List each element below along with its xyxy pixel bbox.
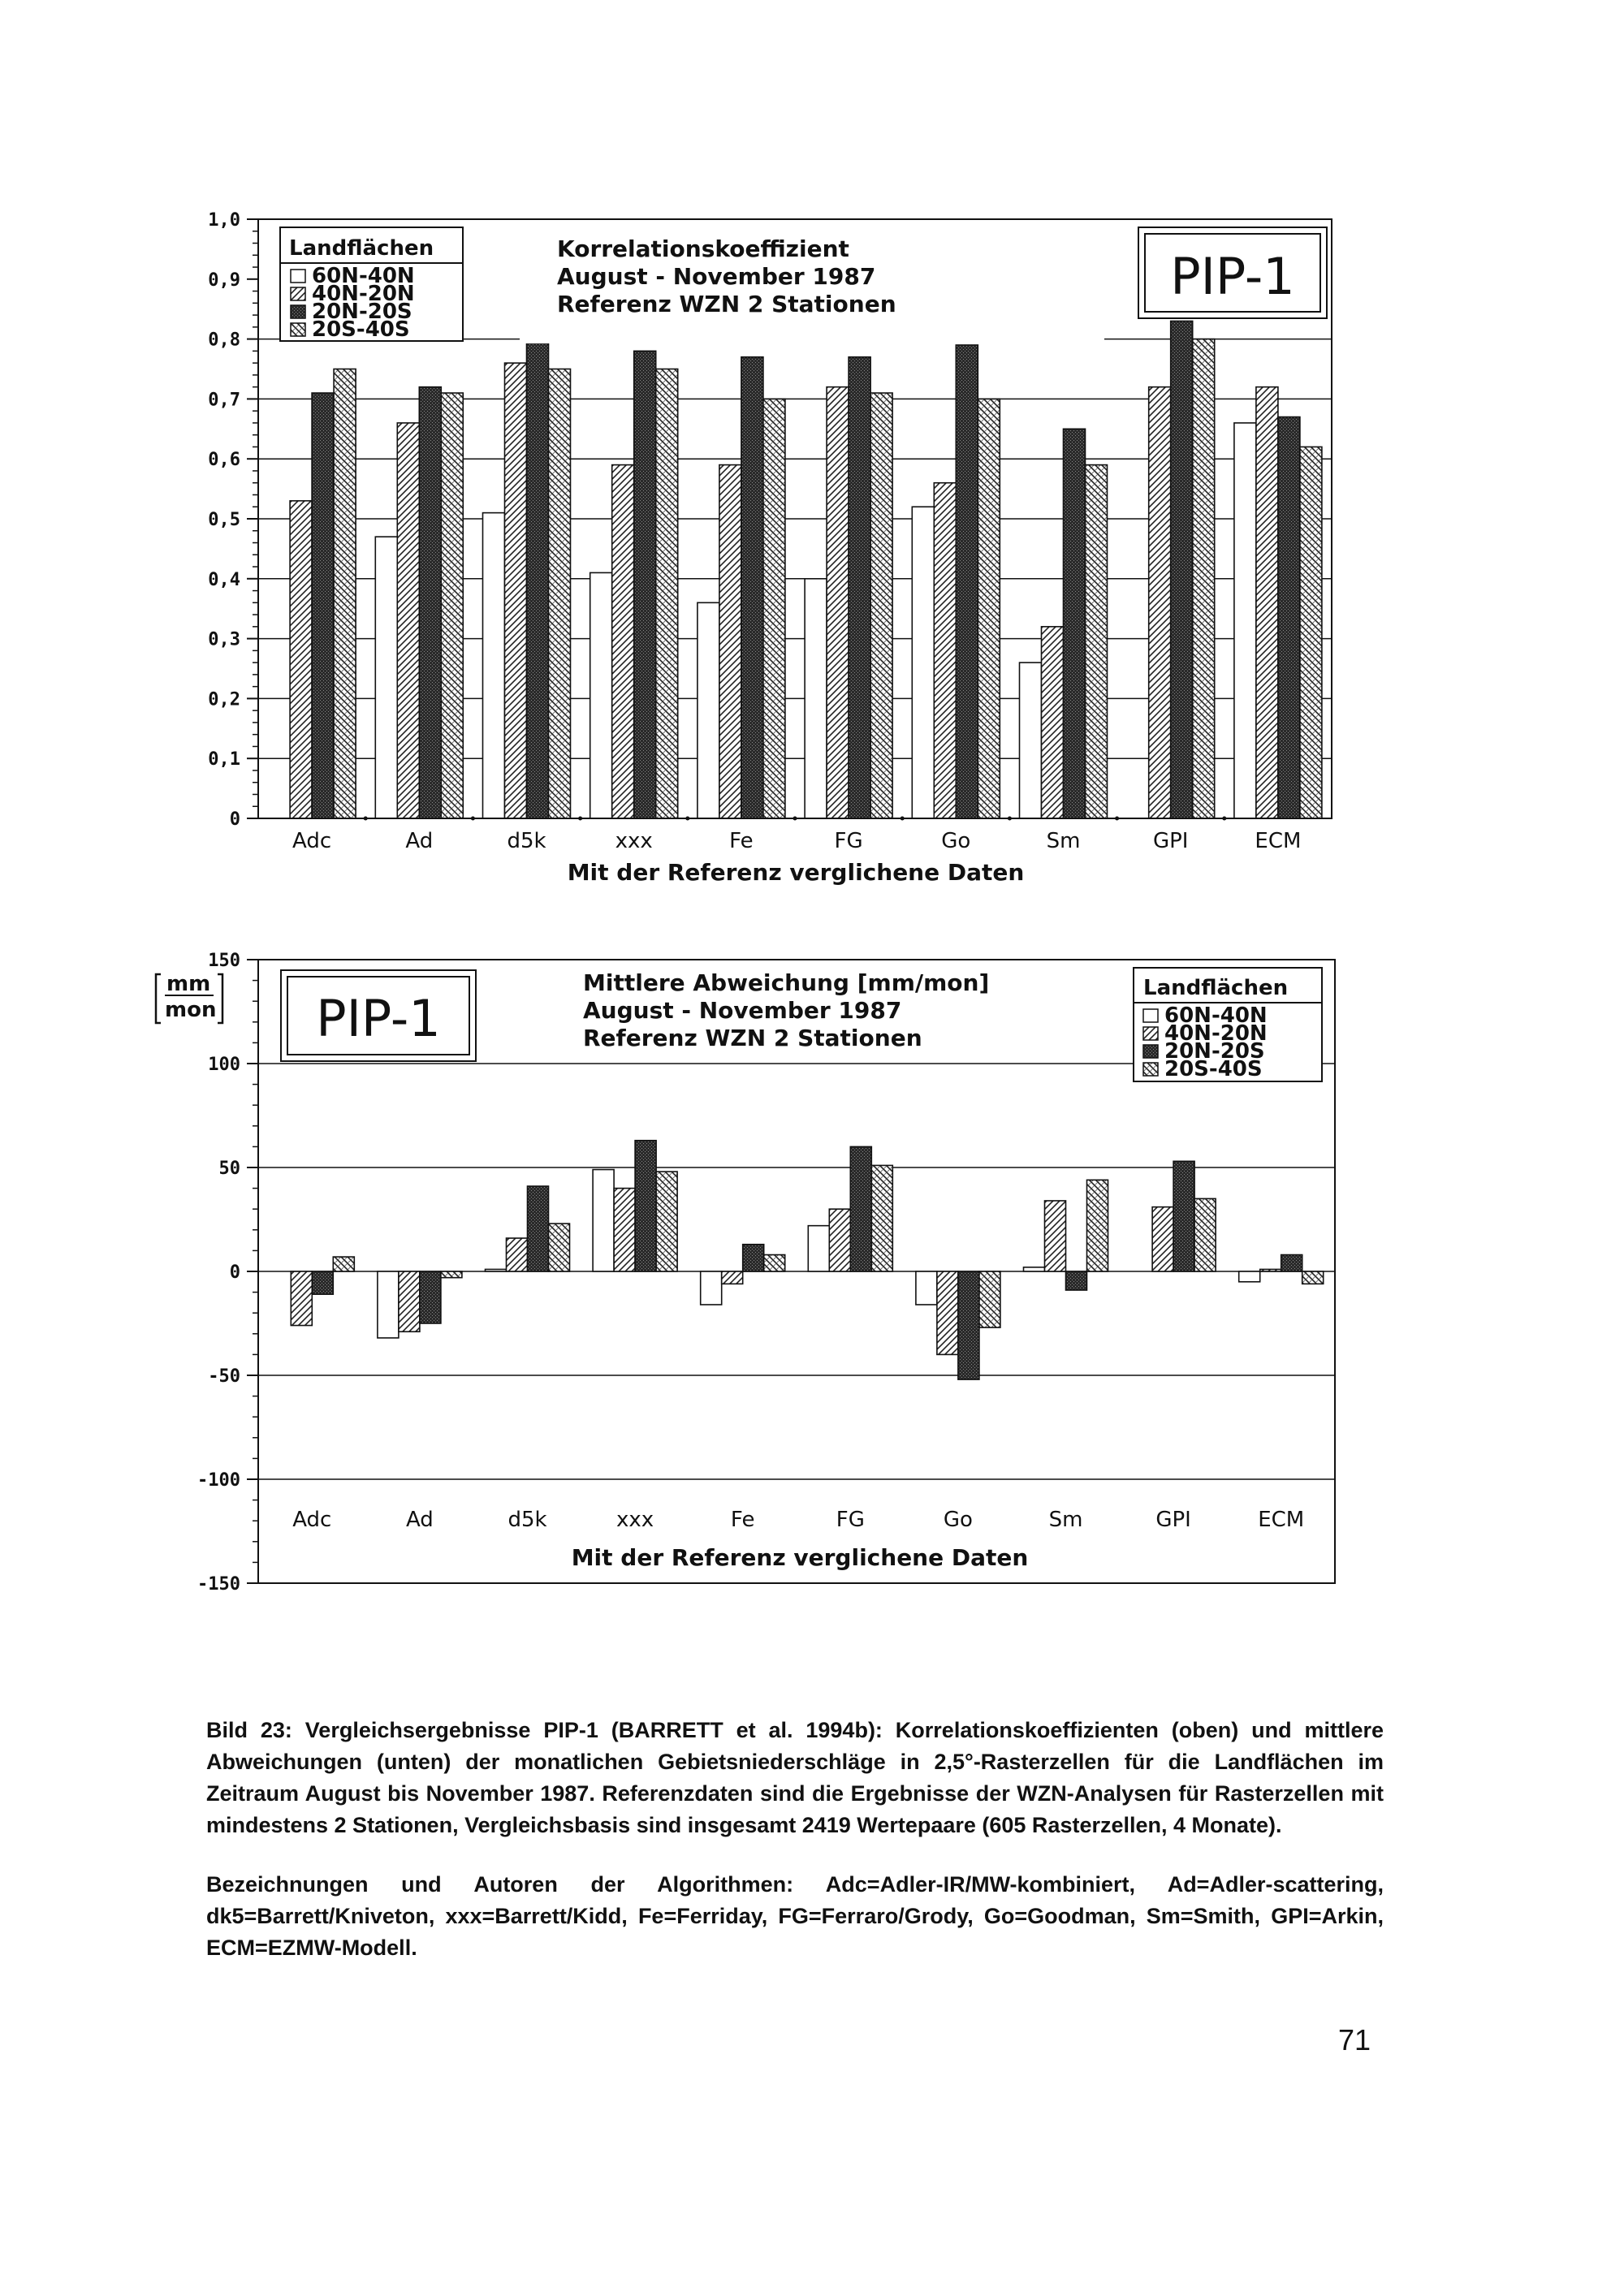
bar-Adc-40N-20N [291,1271,312,1326]
x-tick-label: Ad [405,1508,434,1532]
svg-text:mm: mm [166,972,211,996]
bar-Fe-60N-40N [701,1271,722,1305]
bar-Go-60N-40N [916,1271,937,1305]
x-tick-label: Sm [1048,1508,1083,1532]
x-tick-label: Go [941,829,971,853]
svg-text:20S-40S: 20S-40S [312,317,410,342]
svg-text:60N-40N: 60N-40N [312,264,415,288]
y-tick-label: 0,4 [208,569,240,590]
bar-Go-20N-20S [958,1271,979,1379]
y-tick-label: 0,2 [208,689,240,710]
bar-Ad-20N-20S [420,1271,441,1323]
bar-Ad-60N-40N [375,537,397,818]
chart2-category-labels [292,1508,1304,1532]
y-tick-label: -150 [197,1574,240,1595]
bar-Sm-20N-20S [1064,429,1086,818]
bar-xxx-20N-20S [635,1141,656,1271]
bar-FG-60N-40N [808,1226,829,1271]
bar-ECM-20S-40S [1300,447,1322,818]
bar-ECM-20N-20S [1281,1255,1302,1271]
page-number: 71 [1338,2023,1371,2056]
bar-GPI-40N-20N [1152,1207,1173,1271]
x-tick-label: GPI [1155,1508,1191,1532]
bar-Go-20S-40S [979,1271,1000,1327]
bar-Fe-20S-40S [763,399,785,818]
bar-Ad-40N-20N [399,1271,420,1331]
svg-text:20N-20S: 20N-20S [312,300,412,324]
bar-Ad-20N-20S [419,387,441,818]
bar-Fe-20S-40S [764,1255,785,1271]
bar-GPI-20S-40S [1193,339,1215,818]
chart1-period: August - November 1987 [557,263,876,290]
svg-text:20S-40S: 20S-40S [1164,1057,1263,1081]
chart2-bars [291,1141,1323,1379]
chart1-y-axis [208,210,258,830]
bar-ECM-60N-40N [1234,423,1256,818]
bar-Ad-40N-20N [397,423,419,818]
bar-Ad-60N-40N [378,1271,399,1338]
algorithm-legend-text: Bezeichnungen und Autoren der Algorithmen: Adc=Adler-IR/MW-kombiniert, Ad=Adler-scattering, dk5=Barrett/Kniveton, xxx=Barrett/Kidd, Fe=Ferriday, FG=Ferraro/Grody, Go=Goodman, Sm=Smith, GPI=Arkin, ECM=EZMW-Modell. [206,1872,1384,1960]
chart1-heading: Korrelationskoeffizient [557,235,849,262]
bar-GPI-20S-40S [1194,1198,1216,1271]
bar-FG-40N-20N [827,387,849,818]
svg-text:mon: mon [165,998,217,1022]
chart2-badge-label: PIP-1 [316,989,441,1048]
figure-caption: Bild 23: Vergleichsergebnisse PIP-1 (BARRETT et al. 1994b): Korrelationskoeffizienten (oben) und mittlere Abweichungen (unten) der monatlichen Gebietsniederschläge in 2,5°-Rasterzellen für die Landflächen im Zeitraum August bis November 1987. Referenzdaten sind die Ergebnisse der WZN-Analysen für Rasterzellen mit mindestens 2 Stationen, Vergleichsbasis sind insgesamt 2419 Wertepaare (605 Rasterzellen, 4 Monate). [206,1718,1384,1837]
chart1-bars [290,321,1322,818]
bar-Go-60N-40N [912,507,934,818]
y-tick-label: 0,3 [208,629,240,650]
bar-FG-60N-40N [805,579,827,818]
bar-xxx-60N-40N [593,1170,614,1271]
mean-deviation-chart [156,951,1335,1595]
bar-ECM-20N-20S [1278,417,1300,818]
chart2-period: August - November 1987 [583,997,902,1024]
chart1-title-block [520,220,1104,343]
bar-Sm-40N-20N [1045,1201,1066,1271]
x-tick-label: Adc [292,829,332,853]
bar-FG-20S-40S [870,393,892,818]
x-tick-label: Ad [405,829,434,853]
bar-ECM-40N-20N [1256,387,1278,818]
y-tick-label: 0,1 [208,749,240,770]
bar-Go-40N-20N [934,483,956,818]
y-tick-label: -100 [197,1470,240,1491]
bar-d5k-40N-20N [505,363,527,818]
bar-Fe-20N-20S [741,357,763,818]
x-tick-label: xxx [616,1508,654,1532]
bar-Sm-20S-40S [1086,465,1108,818]
bar-d5k-60N-40N [483,513,505,818]
bar-Fe-40N-20N [719,465,741,818]
svg-text:20N-20S: 20N-20S [1164,1039,1265,1064]
chart1-reference: Referenz WZN 2 Stationen [557,291,896,317]
x-tick-label: ECM [1258,1508,1305,1532]
x-tick-label: Sm [1046,829,1081,853]
bar-FG-40N-20N [829,1209,850,1271]
chart2-badge [281,970,476,1061]
x-tick-label: GPI [1152,829,1189,853]
y-tick-label: 100 [208,1055,240,1075]
bar-xxx-20N-20S [634,351,656,818]
y-tick-label: 0,8 [208,330,240,351]
correlation-chart [208,210,1332,886]
chart1-legend [280,227,463,342]
chart1-legend-title: Landflächen [289,236,434,261]
bar-xxx-40N-20N [614,1189,635,1271]
chart1-x-axis-label: Mit der Referenz verglichene Daten [567,859,1025,886]
x-tick-label: Go [943,1508,973,1532]
chart2-heading: Mittlere Abweichung [mm/mon] [583,969,990,996]
bar-FG-20N-20S [849,357,870,818]
chart2-legend-title: Landflächen [1143,976,1289,1000]
bar-GPI-20N-20S [1171,321,1193,818]
bar-Fe-40N-20N [722,1271,743,1284]
y-tick-label: 0,5 [208,510,240,530]
bar-ECM-60N-40N [1239,1271,1260,1282]
x-tick-label: d5k [508,1508,547,1532]
bar-Adc-20N-20S [312,1271,333,1294]
y-tick-label: 0,7 [208,390,240,411]
y-tick-label: 0,9 [208,270,240,291]
svg-text:40N-20N: 40N-20N [312,282,415,306]
bar-Sm-20N-20S [1066,1271,1087,1290]
chart2-y-axis [197,951,258,1595]
x-tick-label: Adc [292,1508,332,1532]
bar-d5k-20S-40S [549,369,571,819]
bar-Go-20N-20S [956,345,978,818]
bar-Sm-60N-40N [1020,662,1042,818]
chart1-badge-label: PIP-1 [1170,247,1295,306]
chart1-category-labels [292,817,1301,854]
x-tick-label: xxx [615,829,653,853]
bar-Go-40N-20N [937,1271,958,1354]
bar-xxx-40N-20N [612,465,634,818]
bar-xxx-20S-40S [656,1172,677,1271]
y-tick-label: 50 [218,1159,240,1179]
bar-Ad-20S-40S [441,1271,462,1278]
bar-d5k-40N-20N [507,1238,528,1271]
bar-d5k-20S-40S [549,1224,570,1271]
svg-text:40N-20N: 40N-20N [1164,1021,1268,1046]
bar-Adc-20N-20S [312,393,334,818]
bar-Sm-20S-40S [1087,1180,1108,1271]
y-tick-label: 150 [208,951,240,971]
bar-Sm-60N-40N [1024,1267,1045,1271]
bar-Adc-20S-40S [333,1257,354,1271]
bar-Adc-20S-40S [334,369,356,819]
x-tick-label: ECM [1255,829,1302,853]
bar-d5k-20N-20S [528,1186,549,1271]
bar-Fe-20N-20S [743,1245,764,1271]
bar-GPI-40N-20N [1149,387,1171,818]
chart2-x-axis-label: Mit der Referenz verglichene Daten [571,1544,1029,1571]
y-tick-label: -50 [208,1366,240,1387]
bar-ECM-20S-40S [1302,1271,1324,1284]
bar-d5k-20N-20S [527,339,549,818]
bar-FG-20S-40S [871,1165,892,1271]
bar-FG-20N-20S [850,1146,871,1271]
bar-Fe-60N-40N [698,602,719,818]
svg-text:60N-40N: 60N-40N [1164,1003,1268,1028]
bar-Go-20S-40S [978,399,1000,818]
chart2-title-block [520,960,1121,1062]
chart2-legend [1134,968,1322,1081]
chart1-badge [1138,227,1327,318]
x-tick-label: Fe [729,829,754,853]
chart2-unit-label [156,972,222,1023]
bar-Adc-40N-20N [290,501,312,818]
y-tick-label: 0 [229,809,240,830]
bar-xxx-60N-40N [590,572,612,818]
x-tick-label: Fe [730,1508,755,1532]
bar-ECM-40N-20N [1260,1269,1281,1271]
bar-Ad-20S-40S [441,393,463,818]
x-tick-label: FG [836,1508,865,1532]
chart2-reference: Referenz WZN 2 Stationen [583,1025,922,1051]
bar-GPI-20N-20S [1173,1161,1194,1271]
y-tick-label: 1,0 [208,210,240,231]
bar-Sm-40N-20N [1042,627,1064,818]
bar-xxx-20S-40S [656,369,678,819]
y-tick-label: 0 [229,1262,240,1283]
y-tick-label: 0,6 [208,450,240,471]
bar-d5k-60N-40N [486,1269,507,1271]
x-tick-label: d5k [507,829,546,853]
x-tick-label: FG [834,829,863,853]
